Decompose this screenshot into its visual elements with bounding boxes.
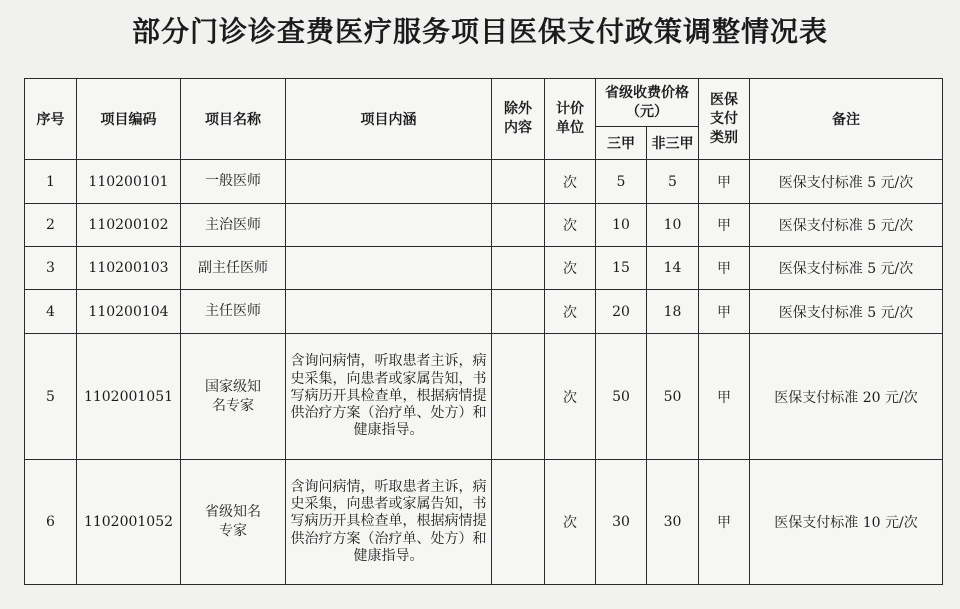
cell-tier3a: 20: [596, 290, 647, 334]
header-code: 项目编码: [77, 79, 181, 160]
cell-unit: 次: [545, 460, 596, 585]
cell-code: 110200104: [77, 290, 181, 334]
cell-unit: 次: [545, 160, 596, 204]
cell-content: [286, 247, 492, 290]
cell-category: 甲: [699, 334, 750, 460]
cell-non-tier3a: 5: [647, 160, 699, 204]
table-row: [25, 204, 943, 247]
cell-name: 一般医师: [181, 160, 286, 204]
header-excluded: 除外内容: [492, 79, 545, 160]
cell-unit: 次: [545, 290, 596, 334]
header-remark: 备注: [750, 79, 943, 160]
cell-tier3a: 50: [596, 334, 647, 460]
cell-seq: 2: [25, 204, 77, 247]
cell-unit: 次: [545, 247, 596, 290]
cell-category: 甲: [699, 460, 750, 585]
cell-non-tier3a: 50: [647, 334, 699, 460]
cell-excluded: [492, 204, 545, 247]
table-row: [25, 160, 943, 204]
header-category: 医保支付类别: [699, 79, 750, 160]
cell-remark: 医保支付标准 5 元/次: [750, 160, 943, 204]
cell-tier3a: 30: [596, 460, 647, 585]
cell-remark: 医保支付标准 5 元/次: [750, 290, 943, 334]
header-name: 项目名称: [181, 79, 286, 160]
cell-remark: 医保支付标准 20 元/次: [750, 334, 943, 460]
header-tier3a: 三甲: [596, 127, 647, 160]
cell-tier3a: 5: [596, 160, 647, 204]
cell-unit: 次: [545, 334, 596, 460]
cell-non-tier3a: 18: [647, 290, 699, 334]
cell-non-tier3a: 30: [647, 460, 699, 585]
cell-excluded: [492, 334, 545, 460]
cell-code: 110200101: [77, 160, 181, 204]
cell-excluded: [492, 160, 545, 204]
cell-excluded: [492, 247, 545, 290]
cell-content: [286, 204, 492, 247]
cell-seq: 5: [25, 334, 77, 460]
policy-table: [24, 78, 943, 585]
page-title: 部分门诊诊查费医疗服务项目医保支付政策调整情况表: [131, 15, 828, 48]
cell-remark: 医保支付标准 10 元/次: [750, 460, 943, 585]
header-non-tier3a: 非三甲: [647, 127, 699, 160]
cell-code: 110200103: [77, 247, 181, 290]
cell-unit: 次: [545, 204, 596, 247]
header-content: 项目内涵: [286, 79, 492, 160]
cell-name: 副主任医师: [181, 247, 286, 290]
table-row: [25, 460, 943, 585]
cell-excluded: [492, 460, 545, 585]
table-row: [25, 290, 943, 334]
cell-code: 1102001052: [77, 460, 181, 585]
cell-category: 甲: [699, 160, 750, 204]
header-price-group: 省级收费价格（元）: [596, 79, 699, 127]
cell-seq: 1: [25, 160, 77, 204]
cell-code: 110200102: [77, 204, 181, 247]
cell-non-tier3a: 10: [647, 204, 699, 247]
cell-excluded: [492, 290, 545, 334]
header-seq: 序号: [25, 79, 77, 160]
cell-seq: 3: [25, 247, 77, 290]
cell-tier3a: 10: [596, 204, 647, 247]
cell-code: 1102001051: [77, 334, 181, 460]
cell-seq: 4: [25, 290, 77, 334]
header-unit: 计价单位: [545, 79, 596, 160]
cell-content: 含询问病情，听取患者主诉，病史采集，向患者或家属告知，书写病历开具检查单，根据病情提供治疗方案（治疗单、处方）和健康指导。: [286, 334, 492, 460]
cell-seq: 6: [25, 460, 77, 585]
cell-content: 含询问病情，听取患者主诉，病史采集，向患者或家属告知，书写病历开具检查单，根据病情提供治疗方案（治疗单、处方）和健康指导。: [286, 460, 492, 585]
cell-content: [286, 160, 492, 204]
cell-name: 主任医师: [181, 290, 286, 334]
cell-category: 甲: [699, 290, 750, 334]
cell-tier3a: 15: [596, 247, 647, 290]
cell-remark: 医保支付标准 5 元/次: [750, 204, 943, 247]
cell-remark: 医保支付标准 5 元/次: [750, 247, 943, 290]
table-row: [25, 334, 943, 460]
cell-category: 甲: [699, 247, 750, 290]
cell-name: 主治医师: [181, 204, 286, 247]
cell-name: 省级知名专家: [181, 460, 286, 585]
cell-name: 国家级知名专家: [181, 334, 286, 460]
cell-category: 甲: [699, 204, 750, 247]
cell-content: [286, 290, 492, 334]
cell-non-tier3a: 14: [647, 247, 699, 290]
table-row: [25, 247, 943, 290]
